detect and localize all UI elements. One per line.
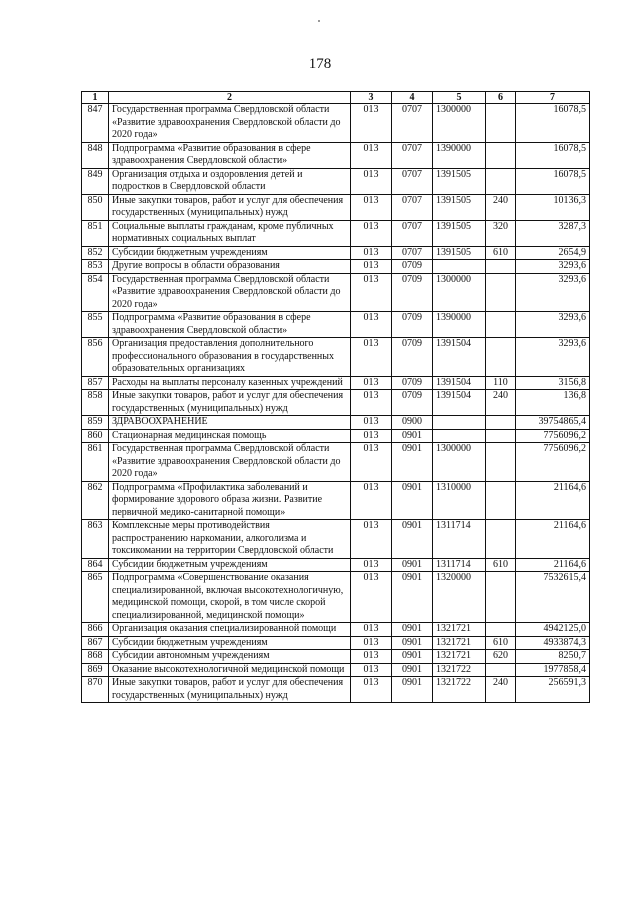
- ministry-code-cell: 013: [351, 650, 392, 664]
- row-number-cell: 863: [82, 520, 109, 559]
- expense-type-cell: [486, 663, 516, 677]
- target-code-cell: 1321722: [433, 677, 486, 703]
- row-number-cell: 864: [82, 558, 109, 572]
- ministry-code-cell: 013: [351, 220, 392, 246]
- description-cell: Организация отдыха и оздоровления детей и подростков в Свердловской области: [109, 168, 351, 194]
- amount-cell: 3293,6: [516, 338, 590, 377]
- amount-cell: 136,8: [516, 390, 590, 416]
- row-number-cell: 858: [82, 390, 109, 416]
- table-row: [82, 168, 590, 194]
- expense-type-cell: [486, 338, 516, 377]
- expense-type-cell: [486, 104, 516, 143]
- column-header: 4: [392, 92, 433, 104]
- table-row: [82, 416, 590, 430]
- amount-cell: 3287,3: [516, 220, 590, 246]
- expense-type-cell: [486, 168, 516, 194]
- table-row: [82, 312, 590, 338]
- target-code-cell: 1390000: [433, 142, 486, 168]
- expense-type-cell: [486, 429, 516, 443]
- target-code-cell: 1391505: [433, 194, 486, 220]
- target-code-cell: 1321721: [433, 650, 486, 664]
- expense-type-cell: [486, 520, 516, 559]
- ministry-code-cell: 013: [351, 338, 392, 377]
- budget-table: [81, 91, 590, 703]
- expense-type-cell: [486, 481, 516, 520]
- expense-type-cell: 110: [486, 376, 516, 390]
- row-number-cell: 867: [82, 636, 109, 650]
- expense-type-cell: [486, 572, 516, 623]
- table-row: [82, 623, 590, 637]
- description-cell: Иные закупки товаров, работ и услуг для обеспечения государственных (муниципальных) нужд: [109, 677, 351, 703]
- description-cell: Субсидии бюджетным учреждениям: [109, 558, 351, 572]
- ministry-code-cell: 013: [351, 142, 392, 168]
- description-cell: Государственная программа Свердловской области «Развитие здравоохранения Свердловской области до 2020 года»: [109, 273, 351, 312]
- amount-cell: 3293,6: [516, 260, 590, 274]
- table-row: [82, 220, 590, 246]
- ministry-code-cell: 013: [351, 416, 392, 430]
- description-cell: Субсидии автономным учреждениям: [109, 650, 351, 664]
- target-code-cell: 1300000: [433, 273, 486, 312]
- ministry-code-cell: 013: [351, 429, 392, 443]
- table-row: [82, 142, 590, 168]
- row-number-cell: 848: [82, 142, 109, 168]
- amount-cell: 256591,3: [516, 677, 590, 703]
- ministry-code-cell: 013: [351, 168, 392, 194]
- target-code-cell: 1311714: [433, 558, 486, 572]
- ministry-code-cell: 013: [351, 194, 392, 220]
- description-cell: Подпрограмма «Совершенствование оказания специализированной, включая высокотехнологичную, медицинской помощи, скорой, в том числе скорой специализированной, медицинской помощи»: [109, 572, 351, 623]
- table-row: [82, 636, 590, 650]
- table-row: [82, 338, 590, 377]
- section-code-cell: 0901: [392, 429, 433, 443]
- expense-type-cell: 240: [486, 390, 516, 416]
- column-header: 7: [516, 92, 590, 104]
- row-number-cell: 855: [82, 312, 109, 338]
- target-code-cell: 1300000: [433, 104, 486, 143]
- table-body: [82, 104, 590, 703]
- amount-cell: 10136,3: [516, 194, 590, 220]
- description-cell: Расходы на выплаты персоналу казенных учреждений: [109, 376, 351, 390]
- description-cell: ЗДРАВООХРАНЕНИЕ: [109, 416, 351, 430]
- ministry-code-cell: 013: [351, 663, 392, 677]
- section-code-cell: 0901: [392, 572, 433, 623]
- scan-speck: [318, 20, 320, 22]
- column-header: 6: [486, 92, 516, 104]
- target-code-cell: 1391504: [433, 376, 486, 390]
- section-code-cell: 0709: [392, 338, 433, 377]
- amount-cell: 7756096,2: [516, 429, 590, 443]
- description-cell: Иные закупки товаров, работ и услуг для обеспечения государственных (муниципальных) нужд: [109, 194, 351, 220]
- table-row: [82, 663, 590, 677]
- table-row: [82, 260, 590, 274]
- description-cell: Подпрограмма «Развитие образования в сфере здравоохранения Свердловской области»: [109, 312, 351, 338]
- table-header-row: [82, 92, 590, 104]
- expense-type-cell: [486, 142, 516, 168]
- row-number-cell: 854: [82, 273, 109, 312]
- section-code-cell: 0901: [392, 558, 433, 572]
- ministry-code-cell: 013: [351, 677, 392, 703]
- amount-cell: 3293,6: [516, 312, 590, 338]
- table-row: [82, 481, 590, 520]
- target-code-cell: 1391505: [433, 246, 486, 260]
- description-cell: Социальные выплаты гражданам, кроме публичных нормативных социальных выплат: [109, 220, 351, 246]
- description-cell: Другие вопросы в области образования: [109, 260, 351, 274]
- table-row: [82, 273, 590, 312]
- row-number-cell: 860: [82, 429, 109, 443]
- expense-type-cell: [486, 443, 516, 482]
- amount-cell: 16078,5: [516, 168, 590, 194]
- section-code-cell: 0901: [392, 520, 433, 559]
- row-number-cell: 847: [82, 104, 109, 143]
- ministry-code-cell: 013: [351, 273, 392, 312]
- target-code-cell: 1391505: [433, 168, 486, 194]
- ministry-code-cell: 013: [351, 443, 392, 482]
- section-code-cell: 0707: [392, 246, 433, 260]
- section-code-cell: 0707: [392, 220, 433, 246]
- row-number-cell: 851: [82, 220, 109, 246]
- description-cell: Государственная программа Свердловской области «Развитие здравоохранения Свердловской области до 2020 года»: [109, 104, 351, 143]
- section-code-cell: 0709: [392, 312, 433, 338]
- expense-type-cell: [486, 312, 516, 338]
- table-row: [82, 390, 590, 416]
- page-number: 178: [308, 56, 332, 72]
- table-row: [82, 677, 590, 703]
- amount-cell: 7532615,4: [516, 572, 590, 623]
- row-number-cell: 850: [82, 194, 109, 220]
- ministry-code-cell: 013: [351, 636, 392, 650]
- amount-cell: 4933874,3: [516, 636, 590, 650]
- ministry-code-cell: 013: [351, 104, 392, 143]
- amount-cell: 8250,7: [516, 650, 590, 664]
- column-header: 5: [433, 92, 486, 104]
- ministry-code-cell: 013: [351, 481, 392, 520]
- amount-cell: 7756096,2: [516, 443, 590, 482]
- row-number-cell: 859: [82, 416, 109, 430]
- ministry-code-cell: 013: [351, 572, 392, 623]
- table-row: [82, 443, 590, 482]
- target-code-cell: 1320000: [433, 572, 486, 623]
- table-row: [82, 520, 590, 559]
- row-number-cell: 849: [82, 168, 109, 194]
- section-code-cell: 0707: [392, 168, 433, 194]
- row-number-cell: 853: [82, 260, 109, 274]
- target-code-cell: 1391504: [433, 338, 486, 377]
- description-cell: Субсидии бюджетным учреждениям: [109, 636, 351, 650]
- amount-cell: 21164,6: [516, 558, 590, 572]
- amount-cell: 39754865,4: [516, 416, 590, 430]
- section-code-cell: 0901: [392, 443, 433, 482]
- row-number-cell: 865: [82, 572, 109, 623]
- column-header: 3: [351, 92, 392, 104]
- section-code-cell: 0901: [392, 623, 433, 637]
- section-code-cell: 0901: [392, 677, 433, 703]
- table-row: [82, 104, 590, 143]
- target-code-cell: 1311714: [433, 520, 486, 559]
- section-code-cell: 0901: [392, 650, 433, 664]
- description-cell: Иные закупки товаров, работ и услуг для обеспечения государственных (муниципальных) нужд: [109, 390, 351, 416]
- expense-type-cell: [486, 273, 516, 312]
- ministry-code-cell: 013: [351, 246, 392, 260]
- section-code-cell: 0901: [392, 481, 433, 520]
- row-number-cell: 869: [82, 663, 109, 677]
- expense-type-cell: [486, 623, 516, 637]
- table-row: [82, 246, 590, 260]
- description-cell: Подпрограмма «Развитие образования в сфере здравоохранения Свердловской области»: [109, 142, 351, 168]
- description-cell: Государственная программа Свердловской области «Развитие здравоохранения Свердловской области до 2020 года»: [109, 443, 351, 482]
- target-code-cell: 1321722: [433, 663, 486, 677]
- row-number-cell: 857: [82, 376, 109, 390]
- ministry-code-cell: 013: [351, 260, 392, 274]
- target-code-cell: [433, 416, 486, 430]
- section-code-cell: 0709: [392, 376, 433, 390]
- target-code-cell: [433, 429, 486, 443]
- description-cell: Субсидии бюджетным учреждениям: [109, 246, 351, 260]
- ministry-code-cell: 013: [351, 558, 392, 572]
- expense-type-cell: 240: [486, 194, 516, 220]
- target-code-cell: 1321721: [433, 636, 486, 650]
- ministry-code-cell: 013: [351, 390, 392, 416]
- expense-type-cell: 240: [486, 677, 516, 703]
- section-code-cell: 0707: [392, 142, 433, 168]
- section-code-cell: 0901: [392, 636, 433, 650]
- expense-type-cell: 620: [486, 650, 516, 664]
- column-header: 2: [109, 92, 351, 104]
- target-code-cell: 1390000: [433, 312, 486, 338]
- ministry-code-cell: 013: [351, 520, 392, 559]
- section-code-cell: 0709: [392, 273, 433, 312]
- amount-cell: 21164,6: [516, 520, 590, 559]
- target-code-cell: 1310000: [433, 481, 486, 520]
- expense-type-cell: 320: [486, 220, 516, 246]
- section-code-cell: 0901: [392, 663, 433, 677]
- section-code-cell: 0709: [392, 260, 433, 274]
- expense-type-cell: 610: [486, 636, 516, 650]
- amount-cell: 3156,8: [516, 376, 590, 390]
- ministry-code-cell: 013: [351, 312, 392, 338]
- target-code-cell: [433, 260, 486, 274]
- target-code-cell: 1321721: [433, 623, 486, 637]
- table-row: [82, 572, 590, 623]
- table-row: [82, 558, 590, 572]
- amount-cell: 21164,6: [516, 481, 590, 520]
- target-code-cell: 1300000: [433, 443, 486, 482]
- expense-type-cell: 610: [486, 246, 516, 260]
- expense-type-cell: 610: [486, 558, 516, 572]
- section-code-cell: 0707: [392, 104, 433, 143]
- column-header: 1: [82, 92, 109, 104]
- row-number-cell: 868: [82, 650, 109, 664]
- amount-cell: 1977858,4: [516, 663, 590, 677]
- section-code-cell: 0709: [392, 390, 433, 416]
- ministry-code-cell: 013: [351, 376, 392, 390]
- ministry-code-cell: 013: [351, 623, 392, 637]
- description-cell: Организация предоставления дополнительного профессионального образования в государственных образовательных организациях: [109, 338, 351, 377]
- amount-cell: 16078,5: [516, 104, 590, 143]
- amount-cell: 4942125,0: [516, 623, 590, 637]
- description-cell: Стационарная медицинская помощь: [109, 429, 351, 443]
- row-number-cell: 862: [82, 481, 109, 520]
- description-cell: Организация оказания специализированной помощи: [109, 623, 351, 637]
- row-number-cell: 866: [82, 623, 109, 637]
- description-cell: Оказание высокотехнологичной медицинской помощи: [109, 663, 351, 677]
- amount-cell: 16078,5: [516, 142, 590, 168]
- section-code-cell: 0900: [392, 416, 433, 430]
- table-row: [82, 650, 590, 664]
- row-number-cell: 861: [82, 443, 109, 482]
- table-row: [82, 429, 590, 443]
- amount-cell: 3293,6: [516, 273, 590, 312]
- target-code-cell: 1391504: [433, 390, 486, 416]
- expense-type-cell: [486, 260, 516, 274]
- expense-type-cell: [486, 416, 516, 430]
- target-code-cell: 1391505: [433, 220, 486, 246]
- table-row: [82, 194, 590, 220]
- table-row: [82, 376, 590, 390]
- amount-cell: 2654,9: [516, 246, 590, 260]
- row-number-cell: 870: [82, 677, 109, 703]
- row-number-cell: 856: [82, 338, 109, 377]
- section-code-cell: 0707: [392, 194, 433, 220]
- row-number-cell: 852: [82, 246, 109, 260]
- description-cell: Подпрограмма «Профилактика заболеваний и формирование здорового образа жизни. Развитие первичной медико-санитарной помощи»: [109, 481, 351, 520]
- description-cell: Комплексные меры противодействия распространению наркомании, алкоголизма и токсикомании на территории Свердловской области: [109, 520, 351, 559]
